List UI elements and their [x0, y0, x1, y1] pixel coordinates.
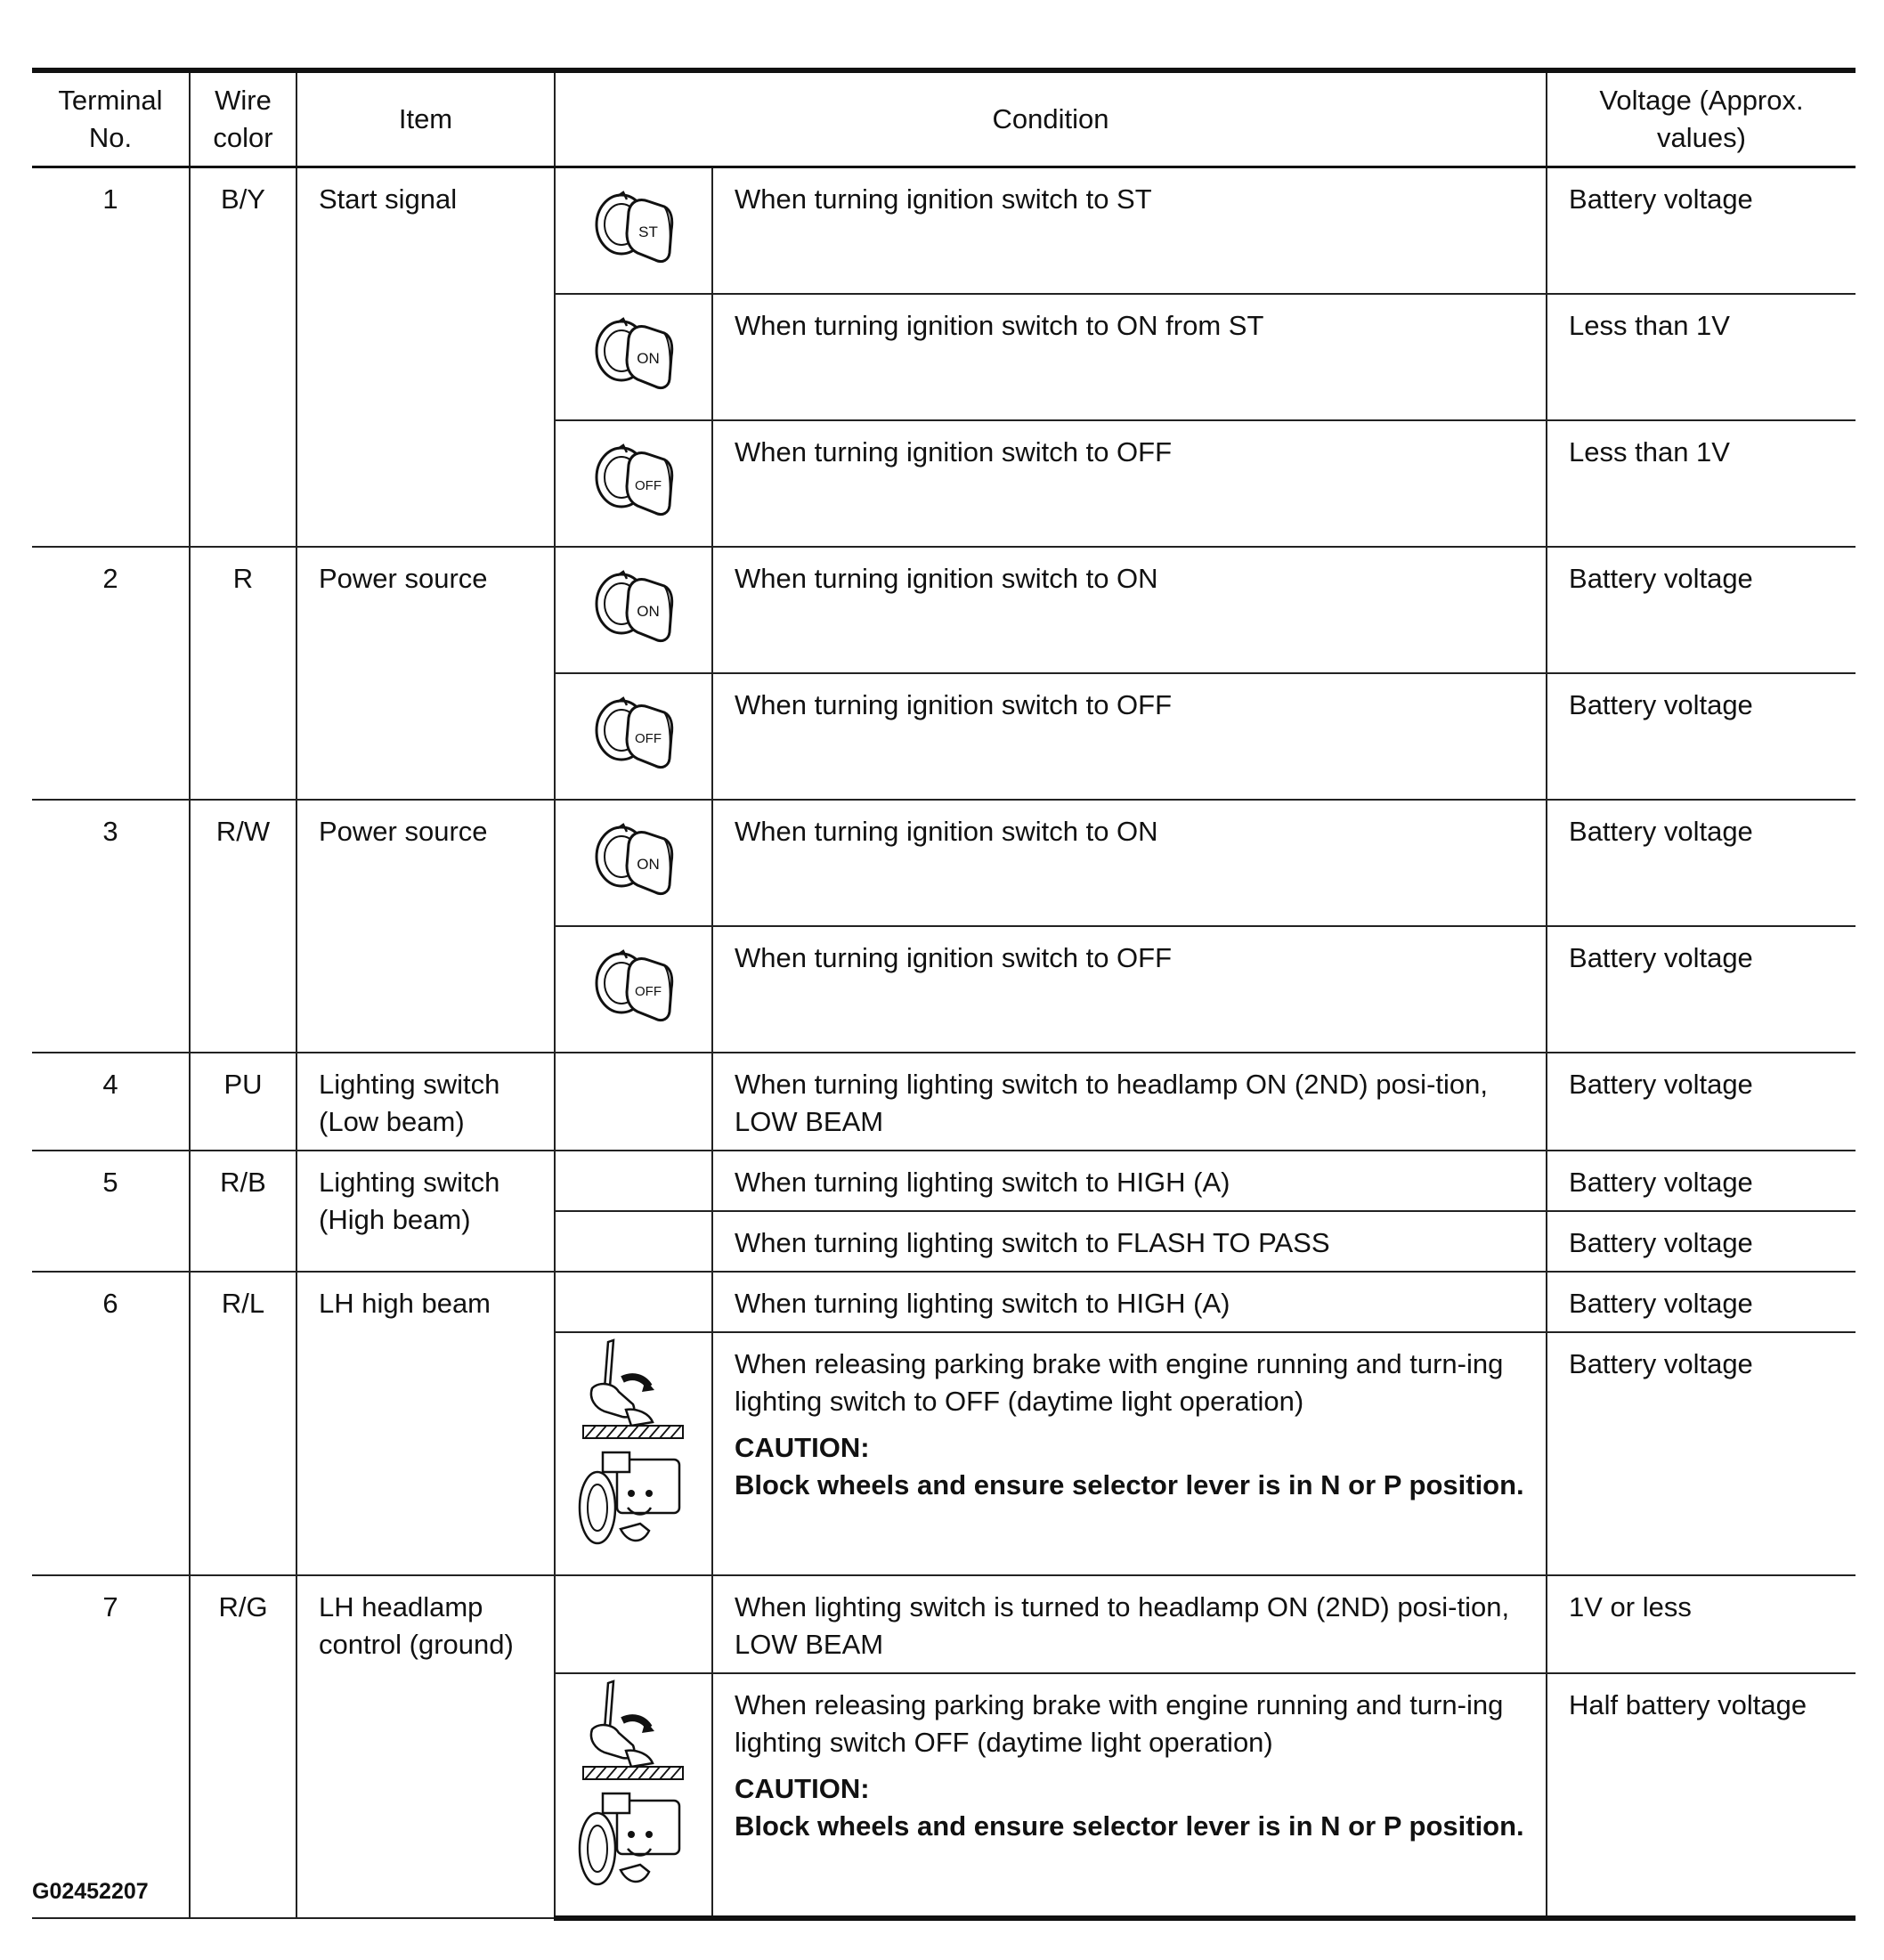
condition-text: When lighting switch is turned to headlamp ON (2ND) posi-tion, LOW BEAM	[735, 1591, 1510, 1660]
ignition-key-off-icon	[588, 730, 680, 786]
condition-icon-cell	[555, 547, 712, 673]
condition-description	[712, 1332, 1547, 1575]
item-name: Power source	[296, 547, 555, 800]
item-name: Lighting switch (Low beam)	[296, 1053, 555, 1151]
condition-text: When releasing parking brake with engine running and turn-ing lighting switch OFF (daytime light operation)	[735, 1689, 1504, 1758]
table-row	[32, 1575, 1856, 1673]
condition-description	[712, 294, 1547, 420]
item-name: LH headlamp control (ground)	[296, 1575, 555, 1918]
voltage-value: Battery voltage	[1547, 1332, 1856, 1575]
svg-text:OFF: OFF	[634, 730, 662, 746]
caution-text: Block wheels and ensure selector lever is in N or P position.	[735, 1810, 1524, 1842]
ignition-key-on-icon	[588, 349, 680, 407]
condition-description	[712, 1673, 1547, 1918]
condition-icon-cell	[555, 1575, 712, 1673]
table-row	[32, 547, 1856, 673]
wire-color: R/G	[190, 1575, 296, 1918]
condition-text: When turning ignition switch to OFF	[735, 942, 1173, 973]
caution-heading: CAUTION:	[735, 1773, 870, 1804]
voltage-value: Half battery voltage	[1547, 1673, 1856, 1918]
table-row	[32, 1053, 1856, 1151]
wire-color: R	[190, 547, 296, 800]
condition-description	[712, 1211, 1547, 1272]
parking-brake-engine-icon	[578, 1540, 690, 1571]
condition-description	[712, 1151, 1547, 1211]
voltage-value: 1V or less	[1547, 1575, 1856, 1673]
header-terminal: Terminal No.	[32, 70, 190, 167]
item-name: Lighting switch (High beam)	[296, 1151, 555, 1272]
header-condition: Condition	[555, 70, 1547, 167]
svg-text:ON: ON	[636, 602, 660, 620]
condition-description	[712, 800, 1547, 926]
item-name: Power source	[296, 800, 555, 1053]
voltage-value: Battery voltage	[1547, 800, 1856, 926]
voltage-value: Battery voltage	[1547, 1272, 1856, 1332]
condition-text: When turning lighting switch to HIGH (A)	[735, 1288, 1230, 1319]
condition-description	[712, 1053, 1547, 1151]
terminal-reference-table	[32, 68, 1856, 1921]
figure-reference-code: G02452207	[32, 1879, 149, 1904]
table-row	[32, 1272, 1856, 1332]
condition-icon-cell	[555, 1332, 712, 1575]
condition-text: When turning lighting switch to FLASH TO PASS	[735, 1227, 1330, 1258]
terminal-number: 3	[32, 800, 190, 1053]
condition-icon-cell	[555, 420, 712, 547]
voltage-value: Battery voltage	[1547, 673, 1856, 800]
terminal-number: 2	[32, 547, 190, 800]
voltage-value: Battery voltage	[1547, 1151, 1856, 1211]
svg-text:OFF: OFF	[634, 477, 662, 493]
terminal-number: 5	[32, 1151, 190, 1272]
condition-icon-cell	[555, 167, 712, 295]
header-row	[32, 70, 1856, 167]
wire-color: R/B	[190, 1151, 296, 1272]
terminal-number: 1	[32, 167, 190, 548]
ignition-key-on-icon	[588, 602, 680, 660]
condition-icon-cell	[555, 1151, 712, 1211]
condition-icon-cell	[555, 1211, 712, 1272]
voltage-value: Battery voltage	[1547, 1211, 1856, 1272]
condition-text: When turning ignition switch to ST	[735, 183, 1152, 215]
svg-text:ON: ON	[636, 855, 660, 873]
voltage-value: Battery voltage	[1547, 547, 1856, 673]
condition-text: When turning ignition switch to ON	[735, 816, 1158, 847]
voltage-value: Battery voltage	[1547, 1053, 1856, 1151]
condition-description	[712, 547, 1547, 673]
header-voltage: Voltage (Approx. values)	[1547, 70, 1856, 167]
condition-description	[712, 673, 1547, 800]
condition-text: When turning ignition switch to OFF	[735, 436, 1173, 468]
condition-text: When turning ignition switch to OFF	[735, 689, 1173, 720]
voltage-value: Battery voltage	[1547, 167, 1856, 295]
table-row	[32, 800, 1856, 926]
voltage-value: Less than 1V	[1547, 420, 1856, 547]
ignition-key-off-icon	[588, 477, 680, 533]
condition-description	[712, 420, 1547, 547]
condition-icon-cell	[555, 673, 712, 800]
condition-description	[712, 167, 1547, 295]
condition-icon-cell	[555, 926, 712, 1053]
terminal-number: 4	[32, 1053, 190, 1151]
header-wire-color: Wire color	[190, 70, 296, 167]
svg-text:OFF: OFF	[634, 983, 662, 999]
condition-description	[712, 1272, 1547, 1332]
svg-text:ST: ST	[637, 223, 658, 240]
condition-text: When turning lighting switch to headlamp ON (2ND) posi-tion, LOW BEAM	[735, 1069, 1488, 1137]
condition-description	[712, 1575, 1547, 1673]
condition-text: When releasing parking brake with engine running and turn-ing lighting switch to OFF (daytime light operation)	[735, 1348, 1504, 1417]
ignition-key-on-icon	[588, 855, 680, 913]
voltage-value: Less than 1V	[1547, 294, 1856, 420]
wire-color: R/W	[190, 800, 296, 1053]
condition-icon-cell	[555, 294, 712, 420]
svg-text:ON: ON	[636, 349, 660, 367]
wire-color: PU	[190, 1053, 296, 1151]
terminal-number: 7	[32, 1575, 190, 1918]
caution-text: Block wheels and ensure selector lever is in N or P position.	[735, 1469, 1524, 1500]
table-row	[32, 1151, 1856, 1211]
terminal-number: 6	[32, 1272, 190, 1575]
caution-heading: CAUTION:	[735, 1432, 870, 1463]
table-row	[32, 167, 1856, 295]
condition-text: When turning ignition switch to ON from ST	[735, 310, 1264, 341]
header-item: Item	[296, 70, 555, 167]
condition-icon-cell	[555, 1673, 712, 1918]
condition-icon-cell	[555, 1053, 712, 1151]
parking-brake-engine-icon	[578, 1881, 690, 1912]
condition-icon-cell	[555, 1272, 712, 1332]
voltage-value: Battery voltage	[1547, 926, 1856, 1053]
terminal-reference-table-sheet	[32, 68, 1856, 1921]
item-name: LH high beam	[296, 1272, 555, 1575]
ignition-key-off-icon	[588, 983, 680, 1039]
wire-color: B/Y	[190, 167, 296, 548]
condition-icon-cell	[555, 800, 712, 926]
item-name: Start signal	[296, 167, 555, 548]
condition-description	[712, 926, 1547, 1053]
ignition-key-st-icon	[588, 223, 680, 281]
condition-text: When turning ignition switch to ON	[735, 563, 1158, 594]
condition-text: When turning lighting switch to HIGH (A)	[735, 1167, 1230, 1198]
wire-color: R/L	[190, 1272, 296, 1575]
